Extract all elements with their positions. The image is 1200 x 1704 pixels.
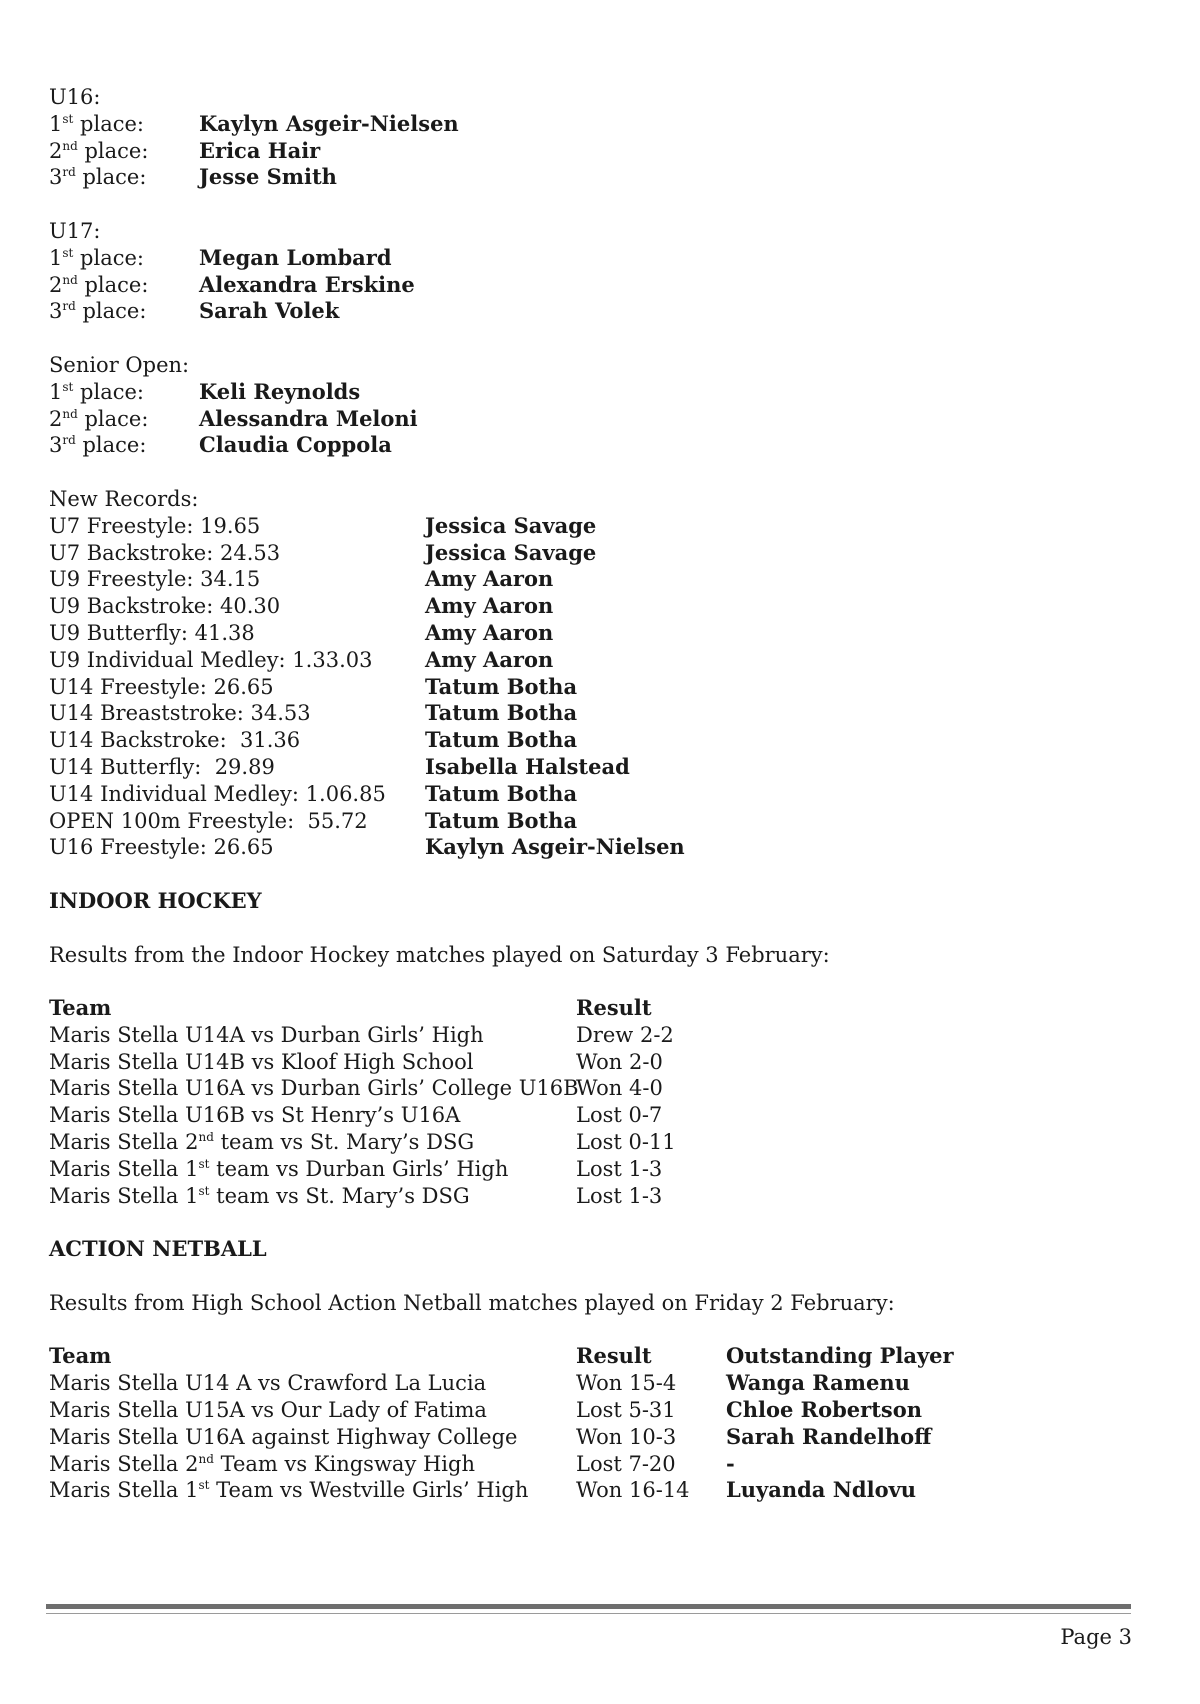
indoor-hockey-section xyxy=(49,888,1129,1210)
record-holder: Tatum Botha xyxy=(425,807,578,833)
result-cell: Lost 1-3 xyxy=(576,1183,663,1208)
placings-u16 xyxy=(49,84,1129,191)
table-header xyxy=(49,995,1129,1022)
placing-name: Megan Lombard xyxy=(199,244,392,270)
record-event: U16 Freestyle: 26.65 xyxy=(49,835,274,860)
page-number: Page 3 xyxy=(1060,1625,1132,1649)
placings-u17 xyxy=(49,218,1129,325)
placing-row: 2nd place: Alessandra Meloni xyxy=(49,405,418,431)
placing-name: Erica Hair xyxy=(199,137,321,163)
table-row xyxy=(49,1183,1129,1210)
result-cell: Drew 2-2 xyxy=(576,1022,674,1047)
placing-row: 3rd place: Sarah Volek xyxy=(49,298,340,324)
placing-row: 3rd place: Claudia Coppola xyxy=(49,432,392,458)
group-heading: Senior Open: xyxy=(49,352,190,377)
result-cell: Lost 5-31 xyxy=(576,1398,676,1423)
result-cell: Lost 0-11 xyxy=(576,1130,676,1155)
record-holder: Tatum Botha xyxy=(425,727,578,753)
record-row xyxy=(49,620,1129,647)
table-row xyxy=(49,1022,1129,1049)
record-row xyxy=(49,647,1129,674)
record-event: U14 Butterfly: 29.89 xyxy=(49,754,275,779)
result-cell: Won 15-4 xyxy=(576,1371,677,1396)
result-cell: Won 4-0 xyxy=(576,1076,663,1101)
team-cell: Maris Stella U16A against Highway College xyxy=(49,1424,518,1449)
record-event: U9 Backstroke: 40.30 xyxy=(49,594,281,619)
player-cell: Chloe Robertson xyxy=(726,1397,923,1423)
placing-name: Sarah Volek xyxy=(199,298,340,324)
result-cell: Won 10-3 xyxy=(576,1424,677,1449)
result-cell: Won 16-14 xyxy=(576,1478,690,1503)
record-holder: Tatum Botha xyxy=(425,673,578,699)
record-holder: Amy Aaron xyxy=(425,646,554,672)
record-event: U9 Freestyle: 34.15 xyxy=(49,567,261,592)
record-holder: Amy Aaron xyxy=(425,619,554,645)
record-row xyxy=(49,513,1129,540)
records-heading: New Records: xyxy=(49,486,199,511)
column-header-team: Team xyxy=(49,1343,112,1369)
record-event: U9 Individual Medley: 1.33.03 xyxy=(49,647,373,672)
placing-name: Alessandra Meloni xyxy=(199,405,418,431)
record-row xyxy=(49,700,1129,727)
team-cell: Maris Stella U15A vs Our Lady of Fatima xyxy=(49,1398,487,1423)
team-cell: Maris Stella U14A vs Durban Girls’ High xyxy=(49,1022,484,1047)
placings-senior-open xyxy=(49,352,1129,459)
placing-row: 2nd place: Alexandra Erskine xyxy=(49,271,415,297)
player-cell: - xyxy=(726,1450,735,1476)
column-header-player: Outstanding Player xyxy=(726,1343,954,1369)
section-intro: Results from High School Action Netball matches played on Friday 2 February: xyxy=(49,1290,895,1315)
record-row xyxy=(49,754,1129,781)
record-row xyxy=(49,674,1129,701)
record-holder: Amy Aaron xyxy=(425,593,554,619)
team-cell: Maris Stella 1st Team vs Westville Girls’ High xyxy=(49,1478,529,1503)
result-cell: Lost 7-20 xyxy=(576,1451,676,1476)
table-row xyxy=(49,1370,1129,1397)
record-row xyxy=(49,808,1129,835)
placing-row: 1st place: Keli Reynolds xyxy=(49,378,361,404)
record-event: U7 Backstroke: 24.53 xyxy=(49,540,281,565)
record-row xyxy=(49,540,1129,567)
column-header-result: Result xyxy=(576,1343,652,1369)
record-event: U14 Backstroke: 31.36 xyxy=(49,728,301,753)
record-holder: Kaylyn Asgeir-Nielsen xyxy=(425,834,685,860)
player-cell: Sarah Randelhoff xyxy=(726,1423,932,1449)
result-cell: Lost 0-7 xyxy=(576,1103,663,1128)
record-row xyxy=(49,781,1129,808)
record-holder: Jessica Savage xyxy=(425,539,597,565)
player-cell: Luyanda Ndlovu xyxy=(726,1477,917,1503)
record-row xyxy=(49,593,1129,620)
record-event: U7 Freestyle: 19.65 xyxy=(49,513,261,538)
placing-name: Kaylyn Asgeir-Nielsen xyxy=(199,110,459,136)
table-row xyxy=(49,1129,1129,1156)
document-page xyxy=(49,84,1129,1504)
section-intro: Results from the Indoor Hockey matches played on Saturday 3 February: xyxy=(49,942,830,967)
placing-name: Keli Reynolds xyxy=(199,378,361,404)
action-netball-section xyxy=(49,1236,1129,1504)
record-event: U14 Breaststroke: 34.53 xyxy=(49,701,311,726)
column-header-result: Result xyxy=(576,995,652,1021)
table-row xyxy=(49,1477,1129,1504)
placing-row: 1st place: Megan Lombard xyxy=(49,244,392,270)
record-holder: Tatum Botha xyxy=(425,700,578,726)
placing-name: Jesse Smith xyxy=(199,164,337,190)
player-cell: Wanga Ramenu xyxy=(726,1370,910,1396)
team-cell: Maris Stella U14B vs Kloof High School xyxy=(49,1049,474,1074)
placing-row: 3rd place: Jesse Smith xyxy=(49,164,337,190)
record-holder: Amy Aaron xyxy=(425,566,554,592)
table-row xyxy=(49,1049,1129,1076)
record-row xyxy=(49,566,1129,593)
column-header-team: Team xyxy=(49,995,112,1021)
group-heading: U16: xyxy=(49,85,101,109)
team-cell: Maris Stella 1st team vs St. Mary’s DSG xyxy=(49,1183,470,1208)
record-holder: Jessica Savage xyxy=(425,512,597,538)
result-cell: Lost 1-3 xyxy=(576,1156,663,1181)
section-title: ACTION NETBALL xyxy=(49,1236,267,1262)
team-cell: Maris Stella 2nd team vs St. Mary’s DSG xyxy=(49,1130,475,1155)
record-holder: Tatum Botha xyxy=(425,780,578,806)
team-cell: Maris Stella 2nd Team vs Kingsway High xyxy=(49,1451,475,1476)
table-row xyxy=(49,1102,1129,1129)
placing-name: Alexandra Erskine xyxy=(199,271,415,297)
placing-name: Claudia Coppola xyxy=(199,432,392,458)
group-heading: U17: xyxy=(49,218,101,243)
record-event: U14 Freestyle: 26.65 xyxy=(49,674,274,699)
record-event: U14 Individual Medley: 1.06.85 xyxy=(49,781,386,806)
table-row xyxy=(49,1451,1129,1478)
table-row xyxy=(49,1424,1129,1451)
table-row xyxy=(49,1075,1129,1102)
table-row xyxy=(49,1156,1129,1183)
table-row xyxy=(49,1397,1129,1424)
team-cell: Maris Stella U14 A vs Crawford La Lucia xyxy=(49,1371,487,1396)
record-row xyxy=(49,834,1129,861)
record-event: OPEN 100m Freestyle: 55.72 xyxy=(49,808,368,833)
table-header xyxy=(49,1343,1129,1370)
record-holder: Isabella Halstead xyxy=(425,753,630,779)
team-cell: Maris Stella U16B vs St Henry’s U16A xyxy=(49,1103,461,1128)
placing-row: 2nd place: Erica Hair xyxy=(49,137,321,163)
section-title: INDOOR HOCKEY xyxy=(49,887,262,913)
new-records xyxy=(49,486,1129,861)
placing-row: 1st place: Kaylyn Asgeir-Nielsen xyxy=(49,110,459,136)
team-cell: Maris Stella U16A vs Durban Girls’ College U16B xyxy=(49,1076,579,1101)
team-cell: Maris Stella 1st team vs Durban Girls’ High xyxy=(49,1156,509,1181)
record-event: U9 Butterfly: 41.38 xyxy=(49,620,255,645)
result-cell: Won 2-0 xyxy=(576,1049,663,1074)
record-row xyxy=(49,727,1129,754)
footer-divider xyxy=(46,1604,1131,1614)
